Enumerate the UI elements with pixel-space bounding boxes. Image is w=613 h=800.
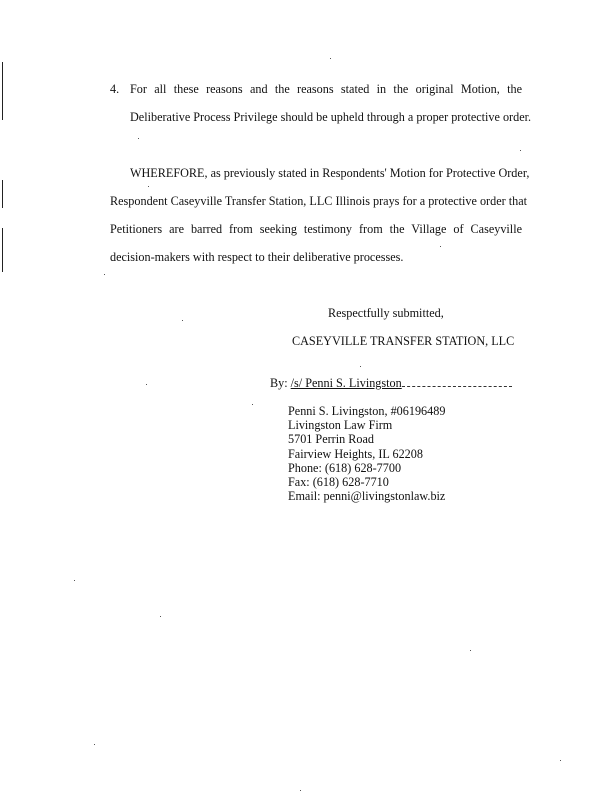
wherefore-line-3: Petitioners are barred from seeking testimony from the Village of Caseyville <box>110 222 522 236</box>
scan-speck <box>360 366 361 367</box>
scan-speck <box>104 274 105 275</box>
paragraph-4-line-1: For all these reasons and the reasons stated in the original Motion, the <box>130 82 522 96</box>
scan-speck <box>440 246 441 247</box>
fax-number: Fax: (618) 628-7710 <box>288 475 389 490</box>
respectfully-submitted: Respectfully submitted, <box>328 306 444 320</box>
scan-speck <box>138 138 139 139</box>
scan-mark <box>2 62 3 120</box>
signature-blank <box>402 376 512 387</box>
scan-speck <box>74 580 75 581</box>
scan-speck <box>520 150 521 151</box>
attorney-name: Penni S. Livingston, #06196489 <box>288 404 446 418</box>
phone-number: Phone: (618) 628-7700 <box>288 460 402 475</box>
scan-speck <box>252 404 253 405</box>
wherefore-line-2: Respondent Caseyville Transfer Station, LLC Illinois prays for a protective order that <box>110 194 527 208</box>
scan-mark <box>2 228 3 272</box>
company-name: CASEYVILLE TRANSFER STATION, LLC <box>292 334 515 348</box>
city-state-zip: Fairview Heights, IL 62208 <box>288 446 423 461</box>
scan-speck <box>470 650 471 651</box>
signature-line <box>270 376 512 390</box>
paragraph-4-line-2: Deliberative Process Privilege should be upheld through a proper protective order. <box>130 110 532 124</box>
paragraph-number: 4. <box>110 82 120 96</box>
scan-speck <box>160 616 161 617</box>
scan-speck <box>148 186 149 187</box>
email-address: Email: penni@livingstonlaw.biz <box>288 489 446 504</box>
scan-mark <box>2 180 3 208</box>
attorney-signature-block <box>288 404 445 503</box>
scan-speck <box>330 58 331 59</box>
scan-speck <box>94 744 95 745</box>
wherefore-line-1: WHEREFORE, as previously stated in Respondents' Motion for Protective Order, <box>130 166 530 180</box>
scan-speck <box>146 384 147 385</box>
wherefore-line-4: decision-makers with respect to their deliberative processes. <box>110 250 404 264</box>
by-label: By: <box>270 376 288 390</box>
law-firm: Livingston Law Firm <box>288 418 393 433</box>
scan-speck <box>300 790 301 791</box>
electronic-signature: /s/ Penni S. Livingston <box>290 376 402 390</box>
street-address: 5701 Perrin Road <box>288 432 374 447</box>
scan-speck <box>182 320 183 321</box>
scan-speck <box>560 760 561 761</box>
